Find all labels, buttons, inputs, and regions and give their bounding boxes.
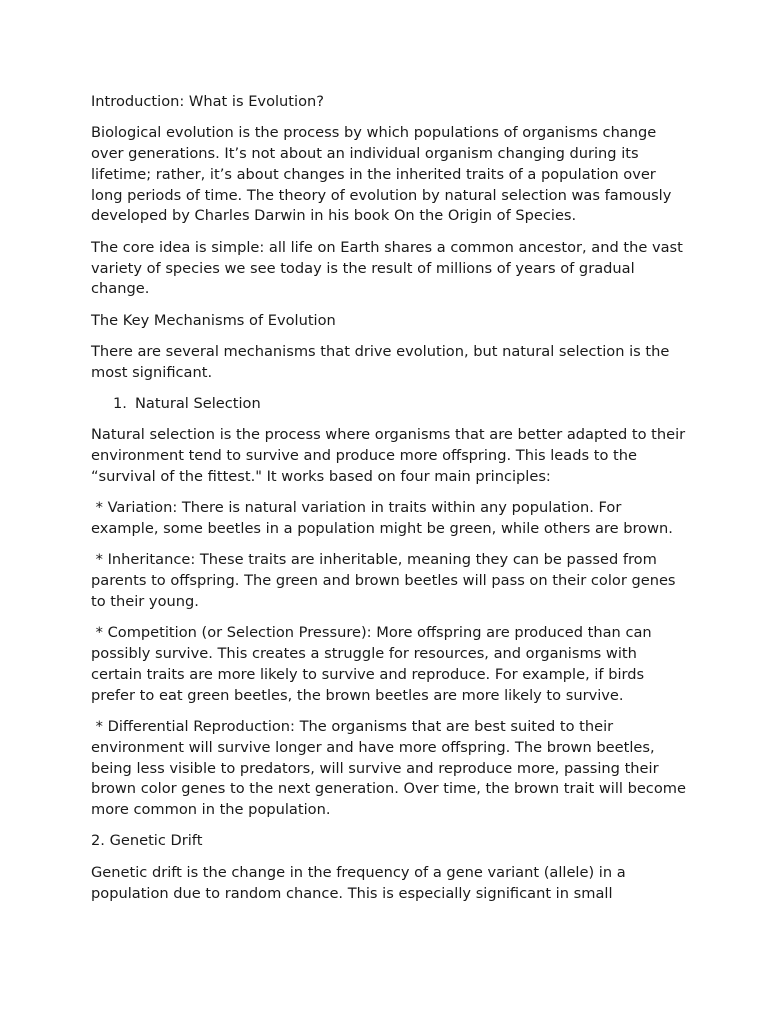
bullet-competition: * Competition (or Selection Pressure): More offspring are produced than can possibly survive. This creates a struggle for resources, and organisms with certain traits are more likely to survive and reproduce. For example, if birds prefer to eat green beetles, the brown beetles are more likely to survive. (91, 624, 657, 704)
bullet-variation: * Variation: There is natural variation in traits within any population. For example, some beetles in a population might be green, while others are brown. (91, 499, 673, 538)
bullet-differential-reproduction: * Differential Reproduction: The organisms that are best suited to their environment will survive longer and have more offspring. The brown beetles, being less visible to predators, will survive and reproduce more, passing their brown color genes to the next generation. Over time, the brown trait will become more common in the population. (91, 717, 691, 819)
paragraph-core-idea: The core idea is simple: all life on Earth shares a common ancestor, and the vast variety of species we see today is the result of millions of years of gradual change. (91, 238, 683, 298)
heading-key-mechanisms: The Key Mechanisms of Evolution (91, 311, 336, 329)
list-number: 1. (113, 395, 127, 413)
heading-introduction: Introduction: What is Evolution? (91, 93, 325, 110)
paragraph-genetic-drift: Genetic drift is the change in the frequency of a gene variant (allele) in a population due to random chance. This is especially significant in small (91, 863, 626, 902)
paragraph-mechanisms-intro: There are several mechanisms that drive evolution, but natural selection is the most significant. (91, 342, 670, 381)
heading-genetic-drift: 2. Genetic Drift (91, 832, 203, 850)
paragraph-evolution-definition: Biological evolution is the process by which populations of organisms change over generations. It’s not about an individual organism changing during its lifetime; rather, it’s about changes in the inherited traits of a population over long periods of time. The theory of evolution by natural selection was famously developed by Charles Darwin in his book On the Origin of Species. (91, 124, 672, 225)
document-body (91, 92, 691, 915)
paragraph-natural-selection: Natural selection is the process where organisms that are better adapted to their environment tend to survive and produce more offspring. This leads to the “survival of the fittest." It works based on four main principles: (91, 426, 686, 485)
list-label: Natural Selection (135, 395, 261, 413)
bullet-inheritance: * Inheritance: These traits are inheritable, meaning they can be passed from parents to offspring. The green and brown beetles will pass on their color genes to their young. (91, 551, 681, 610)
list-item-natural-selection (91, 394, 691, 415)
